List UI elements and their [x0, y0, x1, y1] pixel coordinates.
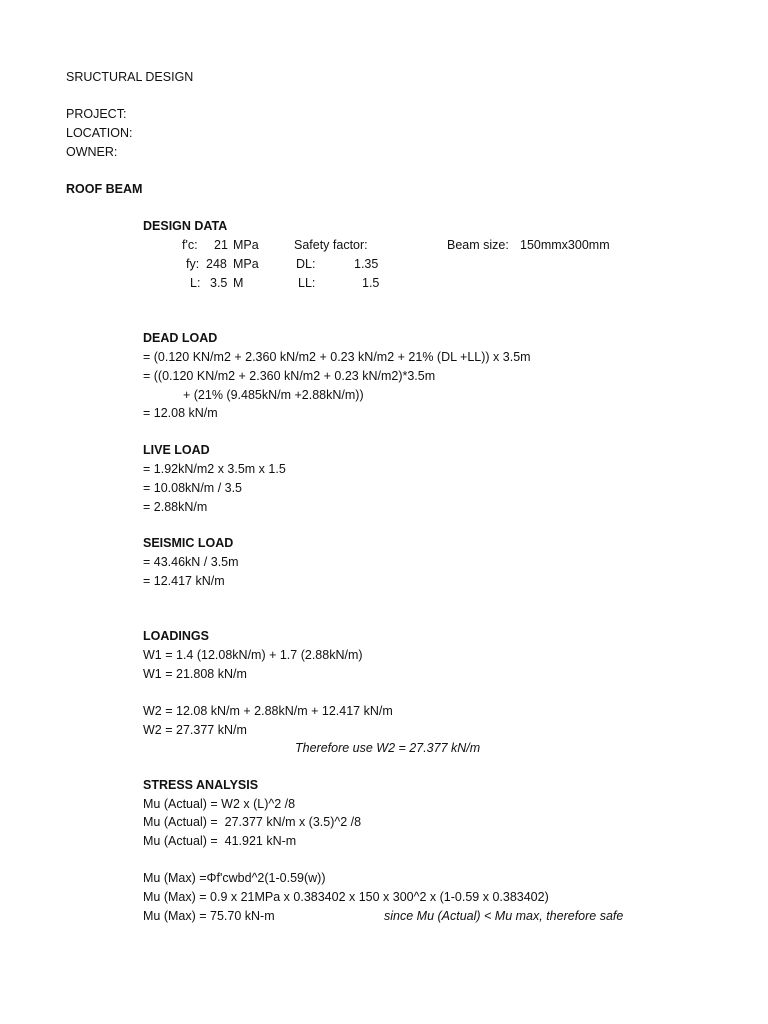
seismic-load-result: = 12.417 kN/m [143, 574, 225, 588]
loadings-line: W1 = 21.808 kN/m [143, 667, 247, 681]
dead-load-result: = 12.08 kN/m [143, 406, 218, 420]
loadings-line: W2 = 12.08 kN/m + 2.88kN/m + 12.417 kN/m [143, 704, 393, 718]
section-heading: ROOF BEAM [66, 182, 143, 196]
document-title: SRUCTURAL DESIGN [66, 70, 194, 84]
location-label: LOCATION: [66, 126, 133, 140]
fy-label: fy: [186, 257, 200, 271]
stress-analysis-heading: STRESS ANALYSIS [143, 778, 259, 792]
length-label: L: [190, 276, 201, 290]
fc-unit: MPa [233, 238, 259, 252]
dl-value: 1.35 [354, 257, 379, 271]
design-data-heading: DESIGN DATA [143, 219, 228, 233]
stress-conclusion: since Mu (Actual) < Mu max, therefore safe [384, 909, 624, 923]
stress-line: Mu (Max) = 75.70 kN-m [143, 909, 275, 923]
dl-label: DL: [296, 257, 316, 271]
live-load-line: = 10.08kN/m / 3.5 [143, 481, 243, 495]
live-load-line: = 1.92kN/m2 x 3.5m x 1.5 [143, 462, 286, 476]
safety-factor-label: Safety factor: [294, 238, 368, 252]
seismic-load-heading: SEISMIC LOAD [143, 536, 234, 550]
loadings-conclusion: Therefore use W2 = 27.377 kN/m [295, 741, 481, 755]
fy-value: 248 [206, 257, 227, 271]
fc-value: 21 [214, 238, 228, 252]
length-value: 3.5 [210, 276, 228, 290]
stress-line: Mu (Actual) = 27.377 kN/m x (3.5)^2 /8 [143, 815, 362, 829]
length-unit: M [233, 276, 244, 290]
live-load-result: = 2.88kN/m [143, 500, 208, 514]
fy-unit: MPa [233, 257, 259, 271]
beam-size-label: Beam size: [447, 238, 509, 252]
loadings-heading: LOADINGS [143, 629, 209, 643]
stress-line: Mu (Max) = 0.9 x 21MPa x 0.383402 x 150 x 300^2 x (1-0.59 x 0.383402) [143, 890, 549, 904]
loadings-line: W2 = 27.377 kN/m [143, 723, 247, 737]
dead-load-line: = (0.120 KN/m2 + 2.360 kN/m2 + 0.23 kN/m2 + 21% (DL +LL)) x 3.5m [143, 350, 531, 364]
dead-load-heading: DEAD LOAD [143, 331, 218, 345]
ll-label: LL: [298, 276, 316, 290]
seismic-load-line: = 43.46kN / 3.5m [143, 555, 239, 569]
live-load-heading: LIVE LOAD [143, 443, 210, 457]
ll-value: 1.5 [362, 276, 380, 290]
stress-line: Mu (Actual) = 41.921 kN-m [143, 834, 297, 848]
dead-load-line: + (21% (9.485kN/m +2.88kN/m)) [183, 388, 364, 402]
fc-label: f'c: [182, 238, 198, 252]
dead-load-line: = ((0.120 KN/m2 + 2.360 kN/m2 + 0.23 kN/m2)*3.5m [143, 369, 436, 383]
stress-line: Mu (Max) =Φf'cwbd^2(1-0.59(w)) [143, 871, 326, 885]
owner-label: OWNER: [66, 145, 118, 159]
stress-line: Mu (Actual) = W2 x (L)^2 /8 [143, 797, 296, 811]
loadings-line: W1 = 1.4 (12.08kN/m) + 1.7 (2.88kN/m) [143, 648, 363, 662]
project-label: PROJECT: [66, 107, 127, 121]
beam-size-value: 150mmx300mm [520, 238, 610, 252]
